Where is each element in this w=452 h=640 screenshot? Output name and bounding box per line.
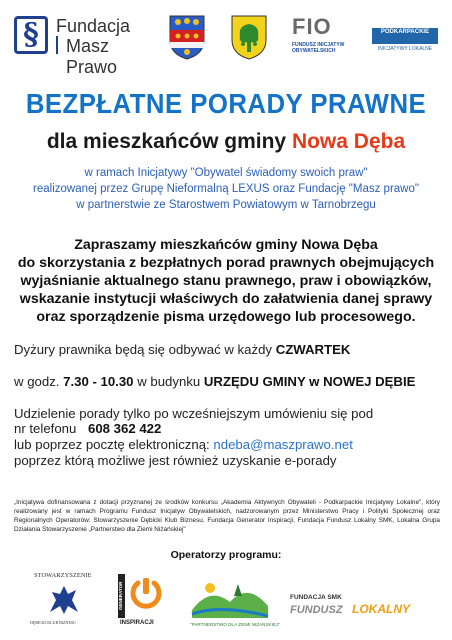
info-line: w ramach Inicjatywy "Obywatel świadomy swoich praw" [84,167,368,179]
contact-phone-line [14,421,161,436]
op4-left-label: FUNDUSZ [290,604,343,616]
contact-line1: Udzielenie porady tylko po wcześniejszym umówieniu się pod [14,406,374,421]
power-icon [129,576,163,612]
op2-side-label: GENERATOR [118,574,125,618]
schedule-place-value: URZĘDU GMINY w NOWEJ DĘBIE [203,374,416,389]
schedule-day-prefix: Dyżury prawnika będą się odbywać w każdy [14,342,273,357]
op1-top-label: STOWARZYSZENIE [34,572,92,579]
phone-prefix: nr telefonu [14,421,77,436]
schedule-day [14,342,350,357]
generator-inspiracji-logo [118,574,170,630]
schedule-hours [14,374,415,389]
contact-email-line [14,437,353,452]
info-line: realizowanej przez Grupę Nieformalną LEXUS oraz Fundację "Masz prawo" [33,183,419,195]
op2-bottom-label: INSPIRACJI [120,620,154,626]
gmina-coat-of-arms-icon [230,14,268,60]
operators-title: Operatorzy programu: [170,549,282,561]
intro-line: do skorzystania z bezpłatnych porad prawnych obejmujących [17,255,435,271]
logo-divider [56,36,58,54]
podkarpackie-inicjatywy-logo [370,18,440,58]
intro-line: wyjaśnianie aktualnego stanu prawnego, praw i obowiązków, [20,273,432,289]
email-link[interactable]: ndeba@maszprawo.net [213,437,353,452]
op1-bottom-label: DĘBICKI KLUB BIZNESU [30,620,76,625]
debicki-klub-biznesu-logo [30,572,110,632]
subtitle-prefix: dla mieszkańców gminy [46,130,287,153]
fio-logo [292,14,366,58]
fio-logo-mark: FIO [292,14,332,39]
fio-logo-text: FUNDUSZ INICJATYW OBYWATELSKICH [292,42,345,54]
foundation-name-line2: Masz Prawo [66,36,118,77]
podkarpackie-logo-subtitle: INICJATYWY LOKALNE [377,46,433,52]
op4-right-label: LOKALNY [352,602,410,616]
schedule-day-value: CZWARTEK [275,342,351,357]
schedule-place-prefix: w budynku [137,374,201,389]
page-subtitle [0,130,452,154]
contact-line4: poprzez którą możliwe jest również uzyskanie e-porady [14,453,337,468]
intro-paragraph [0,236,452,326]
intro-line: oraz sporządzenie pisma urzędowego lub procesowego. [36,309,416,325]
schedule-hours-prefix: w godz. [14,374,60,389]
fundacja-masz-prawo-logo [14,14,154,77]
phone-number: 608 362 422 [88,421,162,436]
landscape-icon [190,576,270,620]
page-title: BEZPŁATNE PORADY PRAWNE [25,88,427,119]
schedule-hours-value: 7.30 - 10.30 [63,374,134,389]
paragraph-icon: § [14,16,48,54]
funding-footnote: „Inicjatywa dofinansowana z dotacji przyznanej ze środków konkursu „Akademia Aktywnych Obywateli - Podkarpackie Inicjatywy Lokalne", który realizowany jest w ramach Programu Fundusz Inicjatyw Obywatelskich, nadzorowanym przez Ministerstwo Pracy i Polityki Społecznej oraz Regionalnych Operatorów: Stowarzyszenie Dębicki Klub Biznesu, Fundacja Generator Inspiracji, Fundacja Fundusz Lokalny SMK, Lokalna Grupa Działania Stowarzyszenie „Partnerstwo dla Ziemi Niżańskiej" [14,499,440,533]
op3-bottom-label: "PARTNERSTWO DLA ZIEMI NIŻAŃSKIEJ" [190,622,280,627]
op4-top-label: FUNDACJA SMK [290,594,342,601]
partnerstwo-ziemi-nizanskiej-logo [188,576,280,632]
county-coat-of-arms-icon [168,14,206,60]
intro-line: wskazanie instytucji właściwych do załatwienia danej sprawy [19,291,433,307]
intro-line: Zapraszamy mieszkańców gminy Nowa Dęba [74,237,378,253]
griffin-icon [46,582,82,616]
foundation-name-line1: Fundacja [56,16,131,36]
fundusz-lokalny-logo [290,594,440,634]
info-line: w partnerstwie ze Starostwem Powiatowym w Tarnobrzegu [76,199,376,211]
podkarpackie-logo-title: PODKARPACKIE [372,28,438,44]
subtitle-highlight: Nowa Dęba [291,130,406,153]
email-prefix: lub poprzez pocztę elektroniczną: [14,437,210,452]
